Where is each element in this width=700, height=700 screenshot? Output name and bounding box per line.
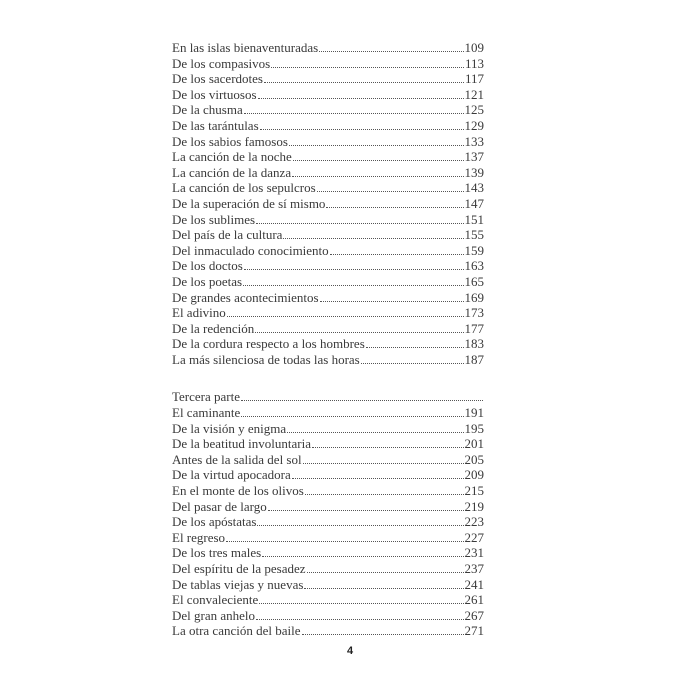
toc-entry-title: De los apóstatas: [172, 514, 257, 530]
toc-entry-title: De la superación de sí mismo: [172, 195, 326, 211]
toc-entry-title: La canción de los sepulcros: [172, 180, 316, 196]
toc-entry-title: La más silenciosa de todas las horas: [172, 351, 360, 367]
toc-entry-title: De los sabios famosos: [172, 133, 288, 149]
toc-entry-page: 223: [464, 514, 484, 530]
toc-entry: [172, 180, 484, 196]
toc-leader-dots: [226, 541, 463, 542]
toc-leader-dots: [287, 432, 463, 433]
toc-entry: [172, 608, 484, 624]
toc-entry-page: 121: [464, 86, 484, 102]
toc-entry-page: 125: [464, 102, 484, 118]
toc-entry-page: 187: [464, 351, 484, 367]
toc-entry-title: De la chusma: [172, 102, 243, 118]
toc-entry-title: De grandes acontecimientos: [172, 289, 319, 305]
toc-entry: [172, 499, 484, 515]
toc-entry-title: Del espíritu de la pesadez: [172, 561, 306, 576]
toc-entry-title: Tercera parte: [172, 389, 241, 405]
toc-leader-dots: [289, 145, 464, 146]
toc-entry: [172, 149, 484, 165]
toc-entry-title: De la redención: [172, 320, 255, 336]
toc-leader-dots: [319, 51, 463, 52]
toc-entry-page: 137: [464, 149, 484, 165]
toc-entry-title: En las islas bienaventuradas: [172, 40, 319, 55]
toc-entry: [172, 87, 484, 103]
toc-entry-title: De los compasivos: [172, 55, 271, 71]
toc-entry-page: 155: [464, 227, 484, 243]
toc-entry-page: 169: [464, 289, 484, 305]
toc-entry-page: 267: [464, 607, 484, 623]
toc-entry-page: 195: [464, 420, 484, 436]
toc-entry-page: 117: [464, 71, 484, 87]
toc-entry-page: 147: [464, 195, 484, 211]
toc-entry-page: 177: [464, 320, 484, 336]
toc-entry-page: 231: [464, 545, 484, 561]
toc-entry-title: De los tres males: [172, 545, 262, 561]
toc-leader-dots: [258, 98, 464, 99]
toc-entry-title: De la beatitud involuntaria: [172, 436, 311, 452]
toc-leader-dots: [260, 129, 464, 130]
toc-entry-title: Del gran anhelo: [172, 607, 256, 623]
toc-entry-title: En el monte de los olivos: [172, 483, 304, 499]
toc-section-part3: [172, 405, 484, 639]
toc-entry: [172, 623, 484, 639]
toc-entry-title: De los sacerdotes: [172, 71, 263, 87]
toc-leader-dots: [271, 67, 464, 68]
toc-entry-page: 191: [464, 405, 484, 421]
toc-leader-dots: [243, 285, 463, 286]
toc-leader-dots: [241, 400, 483, 401]
toc-entry-page: 271: [464, 623, 484, 639]
toc-entry-title: El regreso: [172, 529, 226, 545]
toc-leader-dots: [227, 316, 464, 317]
toc-entry-page: 163: [464, 258, 484, 274]
toc-entry: [172, 102, 484, 118]
toc-entry-page: 139: [464, 164, 484, 180]
table-of-contents: [172, 40, 484, 639]
toc-entry-page: 237: [464, 561, 484, 576]
toc-entry-page: 219: [464, 498, 484, 514]
toc-entry: [172, 405, 484, 421]
toc-entry-title: De la cordura respecto a los hombres: [172, 336, 365, 352]
toc-entry-page: 183: [464, 336, 484, 352]
toc-entry: [172, 577, 484, 593]
toc-entry-title: El caminante: [172, 405, 241, 421]
toc-leader-dots: [241, 416, 463, 417]
toc-leader-dots: [257, 525, 463, 526]
toc-entry-page: 133: [464, 133, 484, 149]
toc-entry: [172, 56, 484, 72]
toc-entry-page: 241: [464, 576, 484, 592]
toc-entry-title: La otra canción del baile: [172, 623, 301, 639]
toc-entry-page: 261: [464, 592, 484, 608]
toc-entry: [172, 545, 484, 561]
toc-entry: [172, 40, 484, 56]
toc-entry: [172, 421, 484, 437]
toc-entry-title: Del inmaculado conocimiento: [172, 242, 329, 258]
toc-entry-page: 201: [464, 436, 484, 452]
toc-entry: [172, 134, 484, 150]
toc-entry: [172, 352, 484, 368]
toc-leader-dots: [317, 191, 464, 192]
toc-entry: [172, 165, 484, 181]
toc-leader-dots: [320, 301, 464, 302]
toc-entry: [172, 305, 484, 321]
toc-entry: [172, 321, 484, 337]
toc-entry-page: 205: [464, 451, 484, 467]
toc-leader-dots: [256, 619, 463, 620]
toc-entry: [172, 258, 484, 274]
toc-entry-title: El adivino: [172, 305, 226, 321]
toc-entry-page: 209: [464, 467, 484, 483]
toc-leader-dots: [255, 332, 463, 333]
toc-leader-dots: [361, 363, 464, 364]
toc-section-heading: [172, 389, 484, 405]
toc-entry-page: 151: [464, 211, 484, 227]
toc-entry-page: 227: [464, 529, 484, 545]
toc-entry-title: De la visión y enigma: [172, 420, 287, 436]
toc-leader-dots: [366, 347, 464, 348]
toc-entry-title: La canción de la noche: [172, 149, 292, 165]
toc-leader-dots: [283, 238, 463, 239]
toc-entry-page: 129: [464, 117, 484, 133]
toc-leader-dots: [303, 463, 464, 464]
toc-entry-title: Del país de la cultura: [172, 227, 283, 243]
toc-entry: [172, 118, 484, 134]
toc-entry: [172, 514, 484, 530]
toc-leader-dots: [292, 176, 463, 177]
toc-leader-dots: [259, 603, 463, 604]
page-number: 4: [346, 645, 354, 657]
toc-entry-title: El convaleciente: [172, 592, 259, 608]
toc-entry: [172, 212, 484, 228]
toc-entry: [172, 483, 484, 499]
toc-leader-dots: [330, 254, 464, 255]
toc-leader-dots: [268, 510, 464, 511]
toc-entry: [172, 274, 484, 290]
toc-entry-title: De los virtuosos: [172, 86, 257, 102]
toc-leader-dots: [262, 556, 463, 557]
toc-entry: [172, 243, 484, 259]
toc-entry-title: Del pasar de largo: [172, 498, 267, 514]
toc-entry-page: 173: [464, 305, 484, 321]
toc-entry-title: Antes de la salida del sol: [172, 451, 302, 467]
toc-entry-page: 143: [464, 180, 484, 196]
toc-leader-dots: [305, 494, 464, 495]
toc-entry-title: De tablas viejas y nuevas: [172, 576, 304, 592]
toc-leader-dots: [302, 634, 464, 635]
toc-leader-dots: [312, 447, 464, 448]
toc-entry-title: De la virtud apocadora: [172, 467, 291, 483]
toc-entry-page: 165: [464, 273, 484, 289]
toc-entry-title: La canción de la danza: [172, 164, 292, 180]
toc-entry-title: De las tarántulas: [172, 117, 259, 133]
toc-entry-title: De los doctos: [172, 258, 243, 274]
toc-leader-dots: [244, 113, 464, 114]
toc-entry-page: 215: [464, 483, 484, 499]
toc-entry: [172, 561, 484, 577]
toc-leader-dots: [307, 572, 464, 573]
toc-section-part2: [172, 40, 484, 367]
toc-entry: [172, 436, 484, 452]
toc-leader-dots: [304, 588, 463, 589]
toc-entry: [172, 196, 484, 212]
section-gap: [172, 367, 484, 389]
toc-leader-dots: [244, 269, 464, 270]
toc-entry: [172, 467, 484, 483]
toc-leader-dots: [326, 207, 463, 208]
toc-entry-page: 113: [464, 55, 484, 71]
toc-entry: [172, 530, 484, 546]
toc-entry-title: De los sublimes: [172, 211, 256, 227]
toc-entry-title: De los poetas: [172, 273, 243, 289]
toc-entry: [172, 336, 484, 352]
toc-entry: [172, 71, 484, 87]
toc-entry-page: 109: [464, 40, 484, 55]
toc-entry: [172, 290, 484, 306]
toc-leader-dots: [256, 223, 463, 224]
toc-leader-dots: [293, 160, 464, 161]
toc-entry-page: 159: [464, 242, 484, 258]
toc-leader-dots: [292, 478, 464, 479]
toc-entry: [172, 452, 484, 468]
toc-leader-dots: [264, 82, 464, 83]
toc-entry: [172, 592, 484, 608]
toc-entry: [172, 227, 484, 243]
